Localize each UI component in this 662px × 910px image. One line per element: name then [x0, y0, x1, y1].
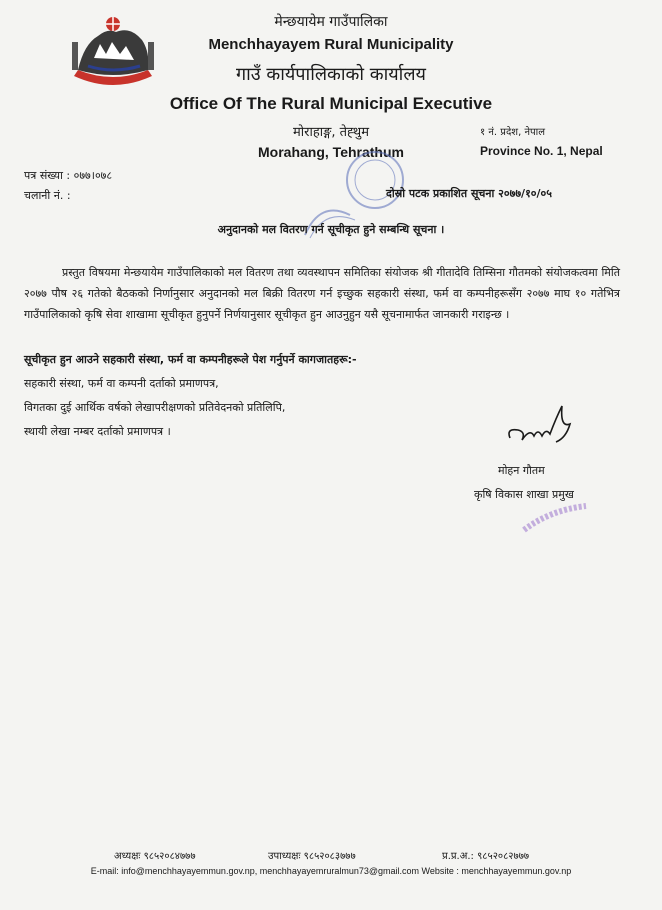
publication-notice: दोस्रो पटक प्रकाशित सूचना २०७७/१०/०५ [386, 187, 552, 200]
address-nepali: मोराहाङ्ग, तेह्थुम [293, 125, 369, 140]
notice-body: प्रस्तुत विषयमा मेन्छयायेम गाउँपालिकाको मल वितरण तथा व्यवस्थापन समितिका संयोजक श्री गीतादेवि तिम्सिना गौतमको संयोजकत्वमा मिति २०७७ पौष २६ गतेको बैठकको निर्णानुसार अनुदानको मल बिक्री वितरण गर्न इच्छुक सहकारी संस्था, फर्म वा कम्पनीहरूसँग २०७७ माघ १० गतेभित्र गाउँपालिकाको कृषि सेवा शाखामा सूचीकृत हुनुपर्ने निर्णयानुसार सूचीकृत हुन आउनुहुन यसै सूचनामार्फत जानकारी गराइन्छ । [24, 266, 620, 321]
office-name-english: Office Of The Rural Municipal Executive [169, 94, 493, 113]
signature-icon [500, 398, 590, 458]
required-documents-title: सूचीकृत हुन आउने सहकारी संस्था, फर्म वा कम्पनीहरूले पेश गर्नुपर्ने कागजातहरू:- [24, 353, 357, 366]
municipality-name-english: Menchhayayem Rural Municipality [208, 36, 454, 53]
footer-contact: E-mail: info@menchhayayemmun.gov.np, menchhayayemruralmun73@gmail.com Website : menchhayayemmun.gov.np [90, 866, 572, 876]
cao-phone: प्र.प्र.अ.: ९८५२०८२७७७ [442, 851, 530, 862]
province-english: Province No. 1, Nepal [480, 144, 603, 158]
office-name-nepali: गाउँ कार्यपालिकाको कार्यालय [236, 64, 426, 85]
municipality-name-nepali: मेन्छयायेम गाउँपालिका [274, 14, 388, 30]
letter-number: पत्र संख्या : ०७७।०७८ [24, 169, 113, 182]
address-english: Morahang, Tehrathum [258, 144, 404, 160]
signatory-name: मोहन गौतम [498, 464, 545, 477]
document-item: स्थायी लेखा नम्बर दर्ताको प्रमाणपत्र । [24, 425, 171, 438]
notice-subject: अनुदानको मल वितरण गर्न सूचीकृत हुने सम्बन्धि सूचना । [217, 223, 445, 236]
vice-chair-phone: उपाध्यक्षः ९८५२०८३७७७ [268, 851, 356, 862]
signatory-title: कृषि विकास शाखा प्रमुख [474, 488, 574, 501]
document-item: विगतका दुई आर्थिक वर्षको लेखापरीक्षणको प्रतिवेदनको प्रतिलिपि, [24, 401, 286, 414]
dispatch-number: चलानी नं. : [24, 189, 71, 202]
chair-phone: अध्यक्षः ९८५२०८४७७७ [114, 851, 196, 862]
province-nepali: १ नं. प्रदेश, नेपाल [480, 127, 546, 138]
document-item: सहकारी संस्था, फर्म वा कम्पनी दर्ताको प्रमाणपत्र, [24, 377, 219, 390]
office-stamp-icon [520, 500, 590, 540]
